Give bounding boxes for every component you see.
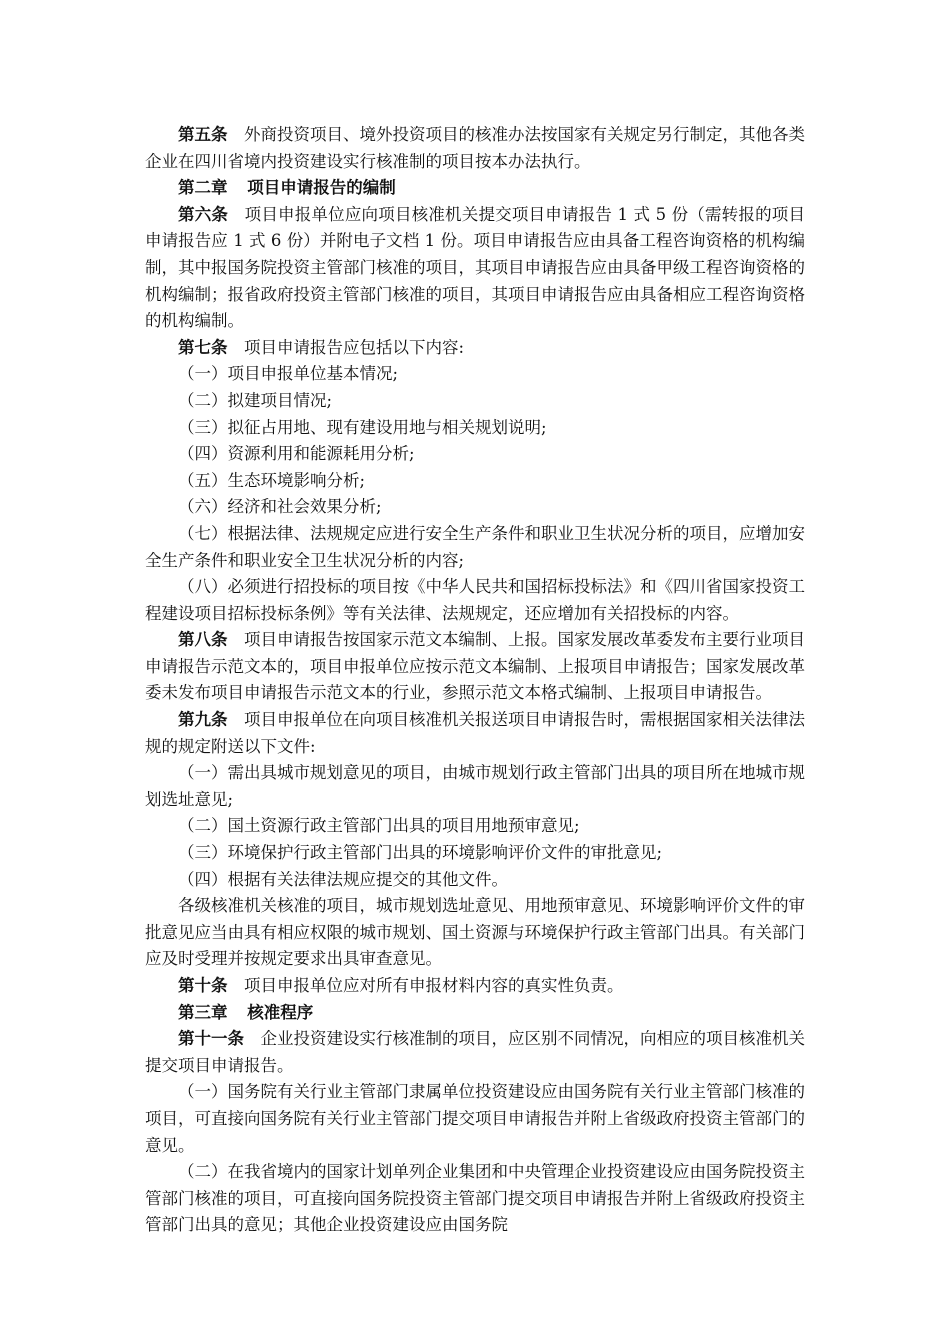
- article-7: [145, 335, 805, 362]
- article-label: 第七条: [178, 337, 228, 357]
- list-item: （八）必须进行招投标的项目按《中华人民共和国招标投标法》和《四川省国家投资工程建设项目招标投标条例》等有关法律、法规规定，还应增加有关招投标的内容。: [145, 577, 805, 623]
- chapter-title: 核准程序: [247, 1002, 314, 1022]
- chapter-heading-3: [145, 1000, 805, 1027]
- article-label: 第六条: [178, 204, 229, 224]
- article-text: 项目申报单位应对所有申报材料内容的真实性负责。: [244, 976, 624, 995]
- list-item: （二）在我省境内的国家计划单列企业集团和中央管理企业投资建设应由国务院投资主管部门核准的项目，可直接向国务院投资主管部门提交项目申请报告并附上省级政府投资主管部门出具的意见；其他企业投资建设应由国务院: [145, 1162, 805, 1235]
- article-text: 项目申报单位在向项目核准机关报送项目申请报告时，需根据国家相关法律法规的规定附送以下文件:: [145, 710, 805, 756]
- article-label: 第八条: [178, 630, 228, 650]
- list-item: （四）根据有关法律法规应提交的其他文件。: [178, 869, 508, 889]
- article-label: 第五条: [178, 125, 228, 144]
- document-page: [145, 122, 805, 1239]
- list-item: （七）根据法律、法规规定应进行安全生产条件和职业卫生状况分析的项目，应增加安全生产条件和职业安全卫生状况分析的内容;: [145, 523, 805, 570]
- article-10: [145, 973, 805, 1000]
- article-8: [145, 627, 805, 707]
- chapter-number: 第二章: [178, 178, 228, 198]
- article-text: 项目申请报告按国家示范文本编制、上报。国家发展改革委发布主要行业项目申请报告示范文本的，项目申报单位应按示范文本编制、上报项目申请报告；国家发展改革委未发布项目申请报告示范文本的行业，参照示范文本格式编制、上报项目申请报告。: [145, 630, 805, 703]
- article-text: 企业投资建设实行核准制的项目，应区别不同情况，向相应的项目核准机关提交项目申请报告。: [145, 1029, 805, 1075]
- article-6: [145, 202, 805, 335]
- list-item: （三）环境保护行政主管部门出具的环境影响评价文件的审批意见;: [178, 843, 663, 863]
- article-label: 第十条: [178, 976, 228, 995]
- article-5: [145, 122, 805, 175]
- article-11: [145, 1026, 805, 1079]
- chapter-number: 第三章: [178, 1002, 228, 1022]
- list-item: （二）拟建项目情况;: [178, 390, 333, 410]
- article-label: 第九条: [178, 710, 228, 730]
- list-item: （六）经济和社会效果分析;: [178, 497, 382, 517]
- list-item: （三）拟征占用地、现有建设用地与相关规划说明;: [178, 417, 547, 437]
- list-item: （一）需出具城市规划意见的项目，由城市规划行政主管部门出具的项目所在地城市规划选址意见;: [145, 763, 805, 809]
- list-item: （一）国务院有关行业主管部门隶属单位投资建设应由国务院有关行业主管部门核准的项目，可直接向国务院有关行业主管部门提交项目申请报告并附上省级政府投资主管部门的意见。: [145, 1082, 805, 1155]
- chapter-title: 项目申请报告的编制: [247, 178, 396, 198]
- list-item: （四）资源利用和能源耗用分析;: [178, 444, 415, 464]
- article-9: [145, 707, 805, 760]
- list-item: （一）项目申报单位基本情况;: [178, 364, 399, 384]
- article-text: 项目申请报告应包括以下内容:: [244, 337, 465, 357]
- article-text: 外商投资项目、境外投资项目的核准办法按国家有关规定另行制定，其他各类企业在四川省境内投资建设实行核准制的项目按本办法执行。: [145, 125, 805, 171]
- article-text: 项目申报单位应向项目核准机关提交项目申请报告 1 式 5 份（需转报的项目申请报告应 1 式 6 份）并附电子文档 1 份。项目申请报告应由具备工程咨询资格的机构编制，其中报国务院投资主管部门核准的项目，其项目申请报告应由具备甲级工程咨询资格的机构编制；报省政府投资主管部门核准的项目，其项目申请报告应由具备相应工程咨询资格的机构编制。: [145, 204, 805, 331]
- article-label: 第十一条: [178, 1029, 244, 1049]
- list-item: （五）生态环境影响分析;: [178, 470, 366, 490]
- list-item: （二）国土资源行政主管部门出具的项目用地预审意见;: [178, 816, 580, 836]
- chapter-heading-2: [145, 175, 805, 202]
- article-9-note: 各级核准机关核准的项目，城市规划选址意见、用地预审意见、环境影响评价文件的审批意见应当由具有相应权限的城市规划、国土资源与环境保护行政主管部门出具。有关部门应及时受理并按规定要求出具审查意见。: [145, 896, 805, 969]
